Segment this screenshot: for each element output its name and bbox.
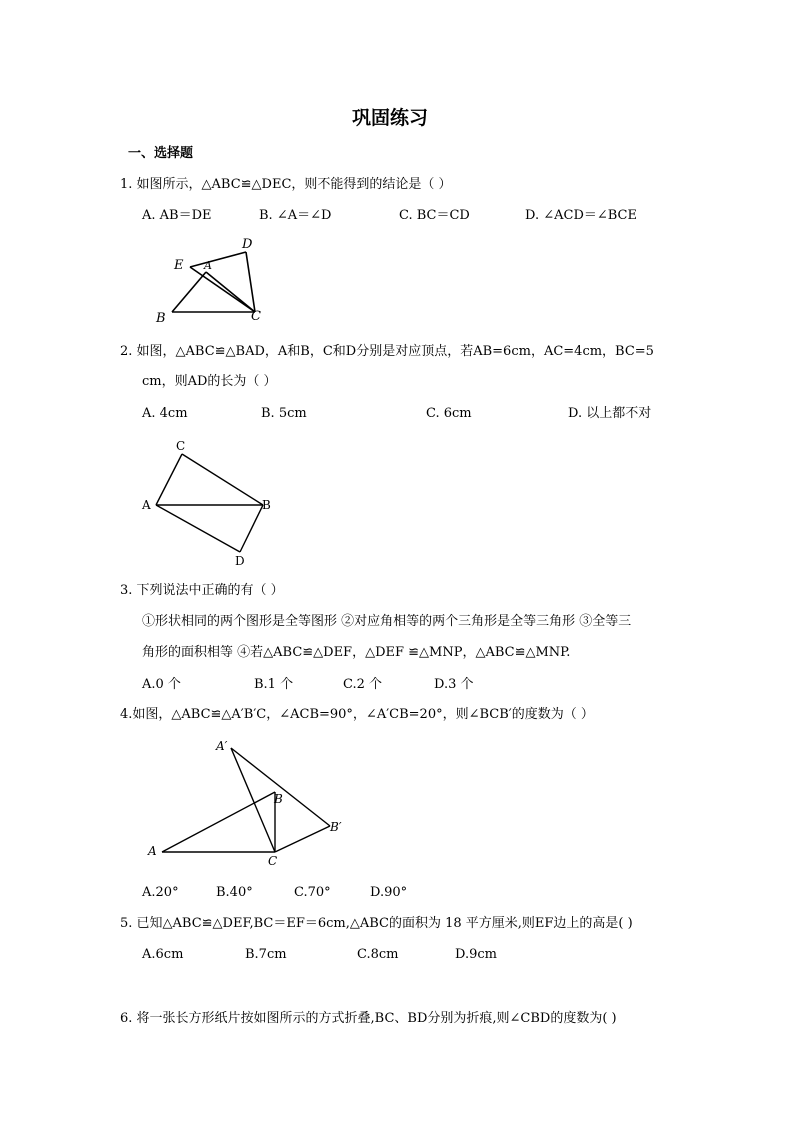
q3-option-b: B.1 个: [254, 677, 294, 692]
q1-stem: 1. 如图所示，△ABC≌△DEC，则不能得到的结论是（ ）: [120, 177, 452, 192]
q4-figure: [140, 734, 355, 872]
q4-segment-ab: [162, 792, 275, 852]
q3-option-a: A.0 个: [142, 677, 181, 692]
q1-label-c: C: [251, 309, 261, 324]
q4-label-a-prime: A′: [216, 739, 228, 753]
q2-label-d: D: [235, 554, 245, 568]
q1-label-b: B: [156, 311, 166, 326]
q5-option-d: D.9cm: [455, 947, 497, 962]
q4-segment-b1c: [275, 826, 330, 852]
q1-segment-dc: [246, 252, 255, 312]
q4-label-c: C: [268, 854, 278, 868]
q4-label-b: B: [274, 792, 283, 806]
q3-stem: 3. 下列说法中正确的有（ ）: [120, 583, 284, 598]
q2-figure: [138, 438, 278, 570]
q2-label-b: B: [262, 498, 271, 512]
q3-option-c: C.2 个: [343, 677, 383, 692]
q1-option-b: B. ∠A＝∠D: [259, 208, 332, 223]
q4-stem: 4.如图，△ABC≌△A′B′C，∠ACB=90°，∠A′CB=20°，则∠BCB′的度数为（ ）: [120, 707, 594, 722]
q1-option-d: D. ∠ACD＝∠BCE: [525, 208, 637, 223]
q1-label-d: D: [242, 237, 253, 252]
q5-option-b: B.7cm: [245, 947, 287, 962]
q4-option-c: C.70°: [294, 885, 331, 900]
q2-segment-cb: [182, 454, 263, 505]
q1-figure: [150, 232, 280, 327]
q4-label-b-prime: B′: [330, 820, 342, 834]
q1-segment-ed: [190, 252, 246, 267]
q3-option-d: D.3 个: [434, 677, 474, 692]
q6-stem: 6. 将一张长方形纸片按如图所示的方式折叠,BC、BD分别为折痕,则∠CBD的度数为( ): [120, 1011, 617, 1026]
q5-option-a: A.6cm: [142, 947, 184, 962]
q1-option-a: A. AB＝DE: [142, 208, 212, 223]
q2-option-b: B. 5cm: [261, 406, 307, 421]
q2-option-d: D. 以上都不对: [568, 406, 652, 421]
q2-segment-ca: [156, 454, 182, 505]
q1-segment-ba: [172, 272, 206, 312]
q4-option-a: A.20°: [142, 885, 179, 900]
page-title: 巩固练习: [352, 107, 429, 129]
q5-option-c: C.8cm: [357, 947, 399, 962]
q4-segment-a1c: [231, 748, 275, 852]
q4-option-d: D.90°: [370, 885, 408, 900]
q4-label-a: A: [148, 844, 157, 858]
q4-segment-a1b1: [231, 748, 330, 826]
q2-label-a: A: [142, 498, 151, 512]
q2-stem-line2: cm，则AD的长为（ ）: [142, 374, 277, 389]
q1-option-c: C. BC＝CD: [399, 208, 470, 223]
q1-segment-ec: [190, 267, 255, 312]
q3-statement-line2: 角形的面积相等 ④若△ABC≌△DEF，△DEF ≌△MNP，△ABC≌△MNP.: [142, 645, 571, 660]
q5-stem: 5. 已知△ABC≌△DEF,BC＝EF＝6cm,△ABC的面积为 18 平方厘米,则EF边上的高是( ): [120, 916, 633, 931]
q2-stem-line1: 2. 如图，△ABC≌△BAD，A和B，C和D分别是对应顶点，若AB=6cm，AC=4cm，BC=5: [120, 344, 654, 359]
q2-segment-ad: [156, 505, 240, 552]
q1-label-a: A: [204, 259, 212, 272]
q2-option-c: C. 6cm: [426, 406, 472, 421]
q2-label-c: C: [176, 439, 186, 453]
q4-option-b: B.40°: [216, 885, 253, 900]
q1-label-e: E: [174, 258, 184, 273]
section-heading: 一、选择题: [128, 146, 194, 161]
q3-statement-line1: ①形状相同的两个图形是全等图形 ②对应角相等的两个三角形是全等三角形 ③全等三: [142, 614, 632, 629]
q2-option-a: A. 4cm: [142, 406, 188, 421]
q2-segment-bd: [240, 505, 263, 552]
